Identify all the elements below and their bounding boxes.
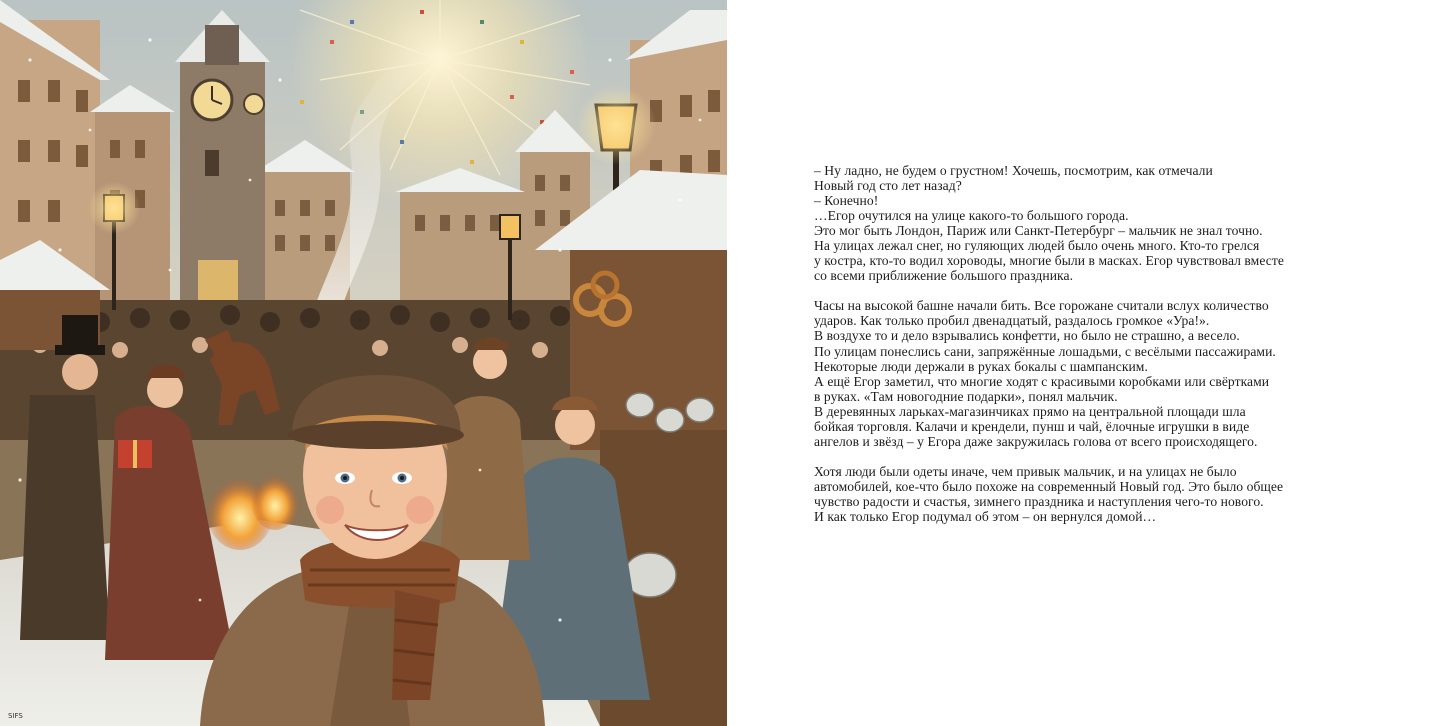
text-page (727, 0, 1452, 726)
paragraph (814, 298, 1374, 448)
text-line: Хотя люди были одеты иначе, чем привык мальчик, и на улицах не было (814, 463, 1237, 479)
text-line: Это мог быть Лондон, Париж или Санкт-Петербург – мальчик не знал точно. (814, 223, 1263, 239)
text-line: А ещё Егор заметил, что многие ходят с красивыми коробками или свёртками (814, 373, 1270, 389)
text-line: По улицам понеслись сани, запряжённые лошадьми, с весёлыми пассажирами. (814, 343, 1276, 359)
text-line: В деревянных ларьках-магазинчиках прямо на центральной площади шла (814, 403, 1246, 419)
text-line: бойкая торговля. Калачи и крендели, пунш и чай, ёлочные игрушки в виде (814, 418, 1250, 434)
text-line: На улицах лежал снег, но гуляющих людей было очень много. Кто-то грелся (814, 238, 1260, 254)
text-line: чувство радости и счастья, зимнего праздника и наступления чего-то нового. (814, 493, 1264, 509)
story-text (814, 163, 1374, 539)
text-line: – Конечно! (814, 193, 879, 209)
text-line: Некоторые люди держали в руках бокалы с шампанским. (814, 358, 1148, 374)
text-line: И как только Егор подумал об этом – он вернулся домой… (814, 508, 1157, 524)
text-line: В воздухе то и дело взрывались конфетти, но было не страшно, а весело. (814, 328, 1240, 344)
paragraph (814, 464, 1374, 524)
text-line: …Егор очутился на улице какого-то большого города. (814, 208, 1129, 224)
text-line: автомобилей, кое-что было похоже на современный Новый год. Это было общее (814, 478, 1284, 494)
paragraph (814, 163, 1374, 283)
text-line: – Ну ладно, не будем о грустном! Хочешь, посмотрим, как отмечали (814, 163, 1213, 178)
text-line: ангелов и звёзд – у Егора даже закружилась голова от всего происходящего. (814, 433, 1258, 449)
text-line: в руках. «Там новогодние подарки», понял мальчик. (814, 388, 1118, 404)
text-line: со всеми приближение большого праздника. (814, 268, 1074, 284)
artist-signature: SIFS (8, 712, 23, 720)
text-line: ударов. Как только пробил двенадцатый, раздалось громкое «Ура!». (814, 313, 1210, 329)
text-line: Новый год сто лет назад? (814, 178, 962, 194)
text-line: Часы на высокой башне начали бить. Все горожане считали вслух количество (814, 298, 1269, 314)
text-line: у костра, кто-то водил хороводы, многие были в масках. Егор чувствовал вместе (814, 253, 1284, 269)
